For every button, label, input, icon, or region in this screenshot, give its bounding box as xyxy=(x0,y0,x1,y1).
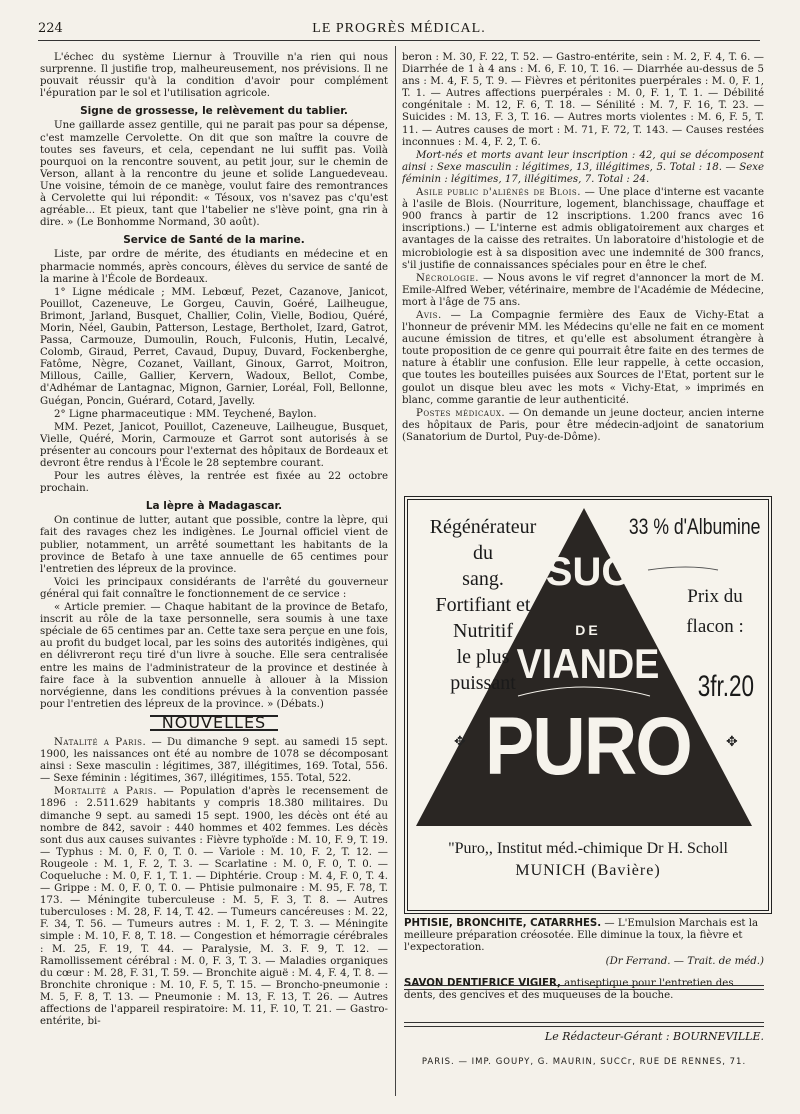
mortalite-text: — Population d'après le recensement de 1896 : 2.511.629 habitants y compris 18.380 militaires. Du dimanche 9 sept. au samedi 15 sept. 1900, les décès ont été au nombre de 842, savoir : 440 hommes et 402 femmes. Les décès sont dus aux causes suivantes : Fièvre typhoïde : M. 10, F. 9, T. 19. — Typhus : M. 0, F. 0, T. 0. — Variole : M. 10, F. 2, T. 12. — Rougeole : M. 1, F. 2, T. 3. — Scarlatine : M. 0, F. 0, T. 0. — Coqueluche : M. 0, F. 1, T. 1. — Diphtérie. Croup : M. 4, F. 0, T. 4. — Grippe : M. 0, F. 0, T. 0. — Phtisie pulmonaire : M. 95, F. 78, T. 173. — Méningite tuberculeuse : M. 5, F. 3, T. 8. — Autres tuberculoses : M. 28, F. 14, T. 42. — Tumeurs cancéreuses : M. 22, F. 34, T. 56. — Tumeurs autres : M. 1, F. 2, T. 3. — Méningite simple : M. 10, F. 8, T. 18. — Congestion et hémorragie cérébrales : M. 25, F. 19, T. 44. — Paralysie, M. 3. F. 9, T. 12. — Ramollissement cérébral : M. 0, F. 3, T. 3. — Maladies organiques du cœur : M. 28, F. 31, T. 59. — Bronchite aiguë : M. 4, F. 4, T. 8. — Bronchite chronique : M. 10, F. 5, T. 15. — Broncho-pneumonie : M. 5, F. 8, T. 13. — Pneumonie : M. 13, F. 13, T. 26. — Autres affections de l'appareil respiratoire: M. 11, F. 10, T. 21. — Gastro-entérite, bi- xyxy=(40,786,388,1028)
running-title: LE PROGRÈS MÉDICAL. xyxy=(312,21,486,36)
divider-1 xyxy=(404,985,764,990)
right-column xyxy=(402,52,764,482)
divider-2 xyxy=(404,1022,764,1027)
printer-imprint: PARIS. — IMP. GOUPY, G. MAURIN, SUCCr, RUE DE RENNES, 71. xyxy=(421,1057,747,1067)
natalite-label: Natalité a Paris. xyxy=(54,736,147,748)
paragraph-postes xyxy=(402,408,764,444)
heading-marine: Service de Santé de la marine. xyxy=(123,234,305,247)
heading-grossesse: Signe de grossesse, le relèvement du tablier. xyxy=(80,105,348,118)
svg-text:✥: ✥ xyxy=(726,734,738,750)
paragraph-article: « Article premier. — Chaque habitant de la province de Betafo, inscrit au rôle de la taxe personnelle, sera soumis à une taxe spéciale de 65 centimes par an. Cette taxe sera perçue en une fois, au profit du budget local, par les soins des autorités indigènes, qui en délivreront reçu tiré d'un livre à souche. Elle sera centralisée entre les mains de l'administrateur de la province et destinée à faire face à la subvention annuelle à allouer à la Mission norvégienne, dans les conditions prévues à la convention passée pour l'entretien des lépreux de la province. » (Débats.) xyxy=(40,602,388,710)
puro-advertisement xyxy=(404,496,772,914)
ad-brand-viande: VIANDE xyxy=(516,640,660,687)
ad-city: MUNICH (Bavière) xyxy=(515,862,661,879)
ad-brand-suc: SUC xyxy=(545,550,631,594)
svg-text:✥: ✥ xyxy=(454,734,466,750)
ad-line-2: sang. xyxy=(462,568,504,590)
paragraph-considerants: Voici les principaux considérants de l'arrêté du gouverneur général qui fait connaître le fonctionnement de ce service : xyxy=(40,576,388,600)
ad-institute: "Puro,, Institut méd.-chimique Dr H. Scholl xyxy=(448,840,728,857)
notice-phtisie xyxy=(404,918,764,954)
phtisie-text: — L'Emulsion Marchais est la meilleure préparation créosotée. Elle diminue la toux, la fièvre et l'expectoration. xyxy=(404,918,759,953)
paragraph-lepre: On continue de lutter, autant que possible, contre la lèpre, qui fait des ravages chez les indigènes. Le Journal officiel vient de publier, notamment, un arrêté soumettant les habitants de la province de Betafo à une taxe annuelle de 65 centimes pour l'entretien des lépreux de la province. xyxy=(40,515,388,575)
nouvelles-banner xyxy=(40,712,388,732)
notice-savon xyxy=(404,978,764,1002)
paragraph-necrologie xyxy=(402,273,764,309)
phtisie-title: PHTISIE, BRONCHITE, CATARRHES. xyxy=(404,918,602,929)
ad-line-6: puissant xyxy=(450,672,516,694)
necrologie-label: Nécrologie. xyxy=(416,272,479,284)
phtisie-credit: (Dr Ferrand. — Trait. de méd.) xyxy=(605,956,764,967)
ad-prix-line-1: Prix du xyxy=(687,586,743,607)
paragraph-marine-intro: Liste, par ordre de mérite, des étudiants en médecine et en pharmacie nommés, après concours, élèves du service de santé de la marine à l'École de Bordeaux. xyxy=(40,249,388,285)
paragraph-avis xyxy=(402,310,764,407)
paragraph-ligne-pharma: 2° Ligne pharmaceutique : MM. Teychené, Baylon. xyxy=(54,408,317,420)
avis-text: — La Compagnie fermière des Eaux de Vichy-Etat a l'honneur de prévenir MM. les Médecins qu'elle ne fait en ce moment aucune émission de titres, et qu'elle est absolument étrangère à toute proposition de ce genre qui pourrait être faite en des termes de nature à établir une confusion. Elle leur rappelle, à cette occasion, que toutes les bouteilles puisées aux Sources de l'Etat, portent sur le goulot un disque bleu avec les mots « Vichy-Etat, » imprimés en blanc, comme garantie de leur authenticité. xyxy=(402,309,764,406)
running-header xyxy=(38,18,760,41)
avis-label: Avis. xyxy=(416,309,442,321)
ad-line-3: Fortifiant et xyxy=(435,594,531,616)
ad-prix-line-2: flacon : xyxy=(686,616,744,637)
savon-text: antiseptique pour l'entretien des dents, des gencives et des muqueuses de la bouche. xyxy=(404,978,734,1001)
paragraph-ligne-medicale: 1° Ligne médicale ; MM. Lebœuf, Pezet, Cazanove, Janicot, Pouillot, Cazeneuve, Le Gorgeu, Cauvin, Goéré, Lailheugue, Brimont, Jarland, Busquet, Challier, Colin, Vielle, Bodiou, Quéré, Morin, Néel, Gaubin, Patterson, Lestage, Bertholet, Izard, Gatrot, Passa, Carmouze, Dumoulin, Rouch, Fulconis, Hutin, Lecalvé, Colomb, Giraud, Perret, Cavaud, Dupuy, Duvard, Fockenberghe, Fatôme, Nègre, Cozanet, Vaillant, Ginoux, Garrot, Moitron, Millous, Caille, Gallier, Kervern, Wadoux, Bellot, Combe, d'Adhémar de Lantagnac, Mignon, Garnier, Loréal, Foll, Bellonne, Guégan, Poncin, Guérard, Cotard, Javelly. xyxy=(40,286,388,407)
ad-line-1: Régénérateur du xyxy=(429,516,537,564)
column-rule xyxy=(395,46,396,1096)
page-number: 224 xyxy=(38,21,63,36)
paragraph-mortalite xyxy=(40,786,388,1028)
natalite-text: — Du dimanche 9 sept. au samedi 15 sept. 1900, les naissances ont été au nombre de 1078 se décomposant ainsi : Sexe masculin : légitimes, 387, illégitimes, 169. Total, 556. — Sexe féminin : légitimes, 367, illégitimes, 155. Total, 522. xyxy=(40,736,388,785)
asile-label: Asile public d'aliénés de Blois. xyxy=(416,187,581,199)
paragraph-externat: MM. Pezet, Janicot, Pouillot, Cazeneuve, Lailheugue, Busquet, Vielle, Quéré, Morin, Carmouze et Garrot sont autorisés à se présenter au concours pour l'externat des hôpitaux de Bordeaux et devront être rendus à l'École le 28 septembre courant. xyxy=(40,421,388,469)
paragraph-rentree: Pour les autres élèves, la rentrée est fixée au 22 octobre prochain. xyxy=(40,471,388,495)
ad-brand-puro: PURO xyxy=(484,701,692,792)
ad-line-5: le plus xyxy=(456,646,510,668)
paragraph-asile xyxy=(402,187,764,272)
paragraph-mortnes: Mort-nés et morts avant leur inscription : 42, qui se décomposent ainsi : Sexe masculin : légitimes, 13, illégitimes, 5. Total : 18. — Sexe féminin : légitimes, 17, illégitimes, 7. Total : 24. xyxy=(402,149,764,185)
paragraph-cervolette: Une gaillarde assez gentille, qui ne parait pas pour sa dépense, c'est mamzelle Cervolette. On dit que son maître la couvre de toutes ses faveurs, et cela, cependant ne lui suffit pas. Voilà pourquoi on la rencontre souvent, au petit jour, sur le chemin de Verson, allant à la rencontre du jeune et solide Languedeveau. Une voisine, témoin de ce manège, voulut faire des remontrances à Cervolette qui lui répondit: « Tésoux, vos n'savez pas c'qu'est agréable... Et pieux, tant que l'tabelier ne s'lève point, gna rin à dire. » (Le Bonhomme Normand, 30 août). xyxy=(40,120,388,229)
ad-price: 3fr.20 xyxy=(697,670,754,703)
nouvelles-title: NOUVELLES xyxy=(150,715,278,731)
postes-text: — On demande un jeune docteur, ancien interne des hôpitaux de Paris, pour être médecin-adjoint de sanatorium (Sanatorium de Durtol, Puy-de-Dôme). xyxy=(402,407,764,443)
savon-title: SAVON DENTIFRICE VIGIER, xyxy=(404,978,561,989)
necrologie-text: — Nous avons le vif regret d'annoncer la mort de M. Emile-Alfred Weber, vétérinaire, membre de l'Académie de Médecine, mort à l'âge de 75 ans. xyxy=(402,272,764,308)
mortalite-label: Mortalité a Paris. xyxy=(54,786,157,798)
postes-label: Postes médicaux. xyxy=(416,407,506,419)
asile-text: — Une place d'interne est vacante à l'asile de Blois. (Nourriture, logement, blanchissage, chauffage et 900 francs à partir de 12 inscriptions. 1.200 francs avec 16 inscriptions.) — L'interne est admis obligatoirement aux charges et avantages de la caisse des retraites. Un laboratoire d'histologie et de microbiologie est à sa disposition avec une indemnité de 300 francs, s'il justifie de connaissances spéciales pour en être le chef. xyxy=(402,187,764,271)
paragraph-liernur: L'échec du système Liernur à Trouville n'a rien qui nous surprenne. Il justifie trop, malheureusement, nos prévisions. Il ne pouvait réussir qu'à la condition d'avoir pour complément l'épuration par le sol et l'utilisation agricole. xyxy=(40,52,388,100)
heading-lepre: La lèpre à Madagascar. xyxy=(145,500,283,513)
paragraph-mortalite-cont: beron : M. 30, F. 22, T. 52. — Gastro-entérite, sein : M. 2, F. 4, T. 6. — Diarrhée de 1 à 4 ans : M. 6, F. 10, T. 16. — Diarrhée au-dessus de 5 ans : M. 4, F. 5, T. 9. — Fièvres et péritonites puerpérales : M. 0, F. 1, T. 1. — Autres affections puerpérales : M. 0, F. 1, T. 1. — Débilité congénitale : M. 12, F. 6, T. 18. — Sénilité : M. 7, F. 16, T. 23. — Suicides : M. 13, F. 3, T. 16. — Autres morts violentes : M. 6, F. 5, T. 11. — Autres causes de mort : M. 71, F. 72, T. 143. — Causes restées inconnues : M. 4, F. 2, T. 6. xyxy=(402,52,764,148)
left-column xyxy=(40,52,388,1092)
ad-brand-de: DE xyxy=(575,622,601,638)
ad-albumine: 33 % d'Albumine xyxy=(628,514,760,539)
ad-line-4: Nutritif xyxy=(453,620,513,642)
paragraph-natalite xyxy=(40,737,388,785)
redacteur-gerant: Le Rédacteur-Gérant : BOURNEVILLE. xyxy=(544,1030,764,1043)
small-notices xyxy=(404,918,764,1004)
